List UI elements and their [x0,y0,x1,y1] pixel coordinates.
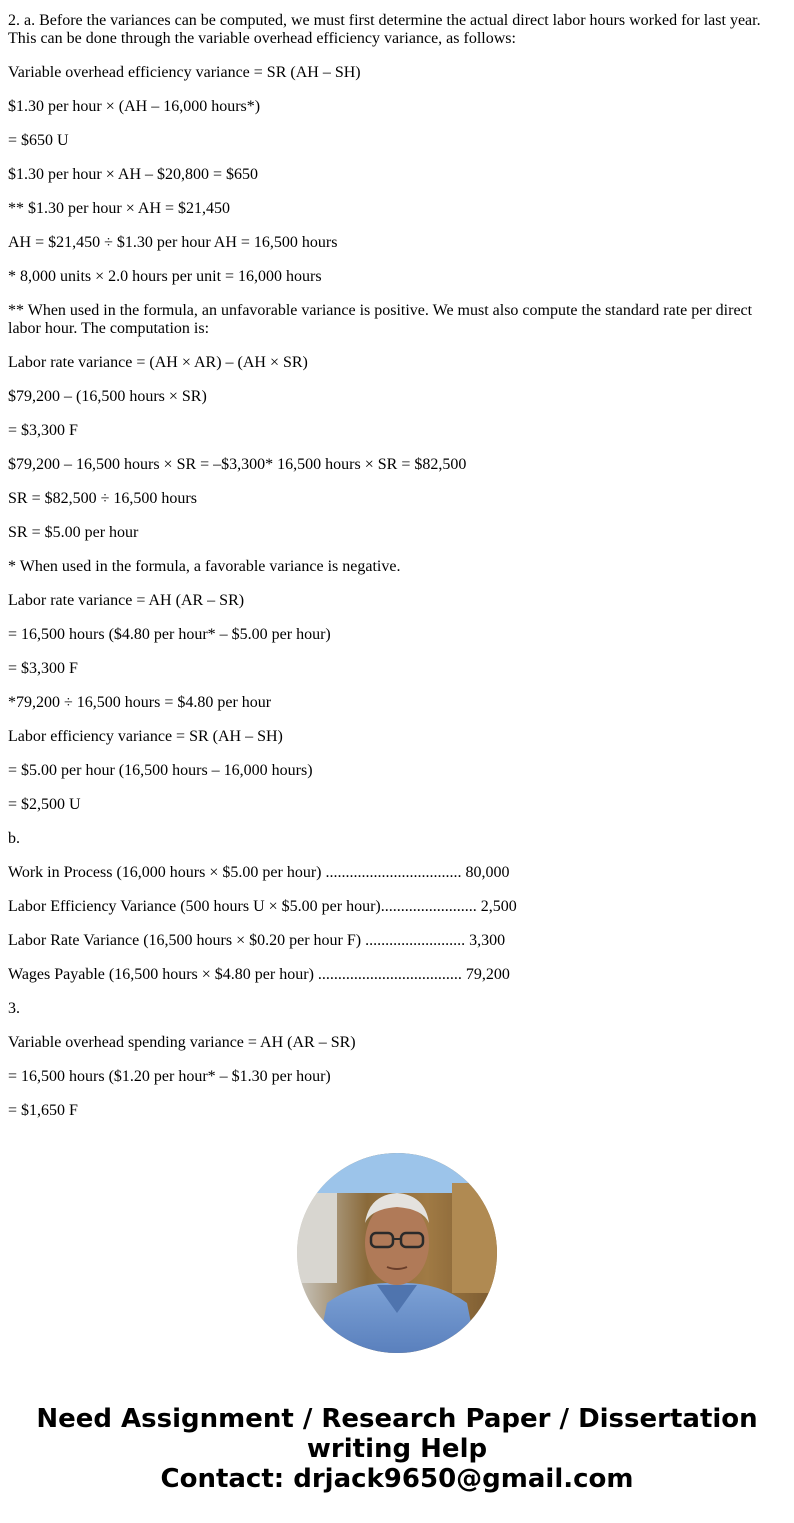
text-line: ** $1.30 per hour × AH = $21,450 [8,200,231,217]
text-line: = $5.00 per hour (16,500 hours – 16,000 hours) [8,762,313,779]
text-line: 3. [8,1000,20,1017]
text-line: Variable overhead spending variance = AH (AR – SR) [8,1034,356,1051]
text-line: = $3,300 F [8,422,78,439]
text-line: Work in Process (16,000 hours × $5.00 per hour) .................................. 80,000 [8,864,510,881]
text-line: $79,200 – 16,500 hours × SR = –$3,300* 16,500 hours × SR = $82,500 [8,456,467,473]
text-line: = $1,650 F [8,1102,78,1119]
text-line: = 16,500 hours ($4.80 per hour* – $5.00 per hour) [8,626,331,643]
text-line: = $3,300 F [8,660,78,677]
text-line: = $2,500 U [8,796,81,813]
text-line: *79,200 ÷ 16,500 hours = $4.80 per hour [8,694,272,711]
text-line: 2. a. Before the variances can be computed, we must first determine the actual direct labor hours worked for last year. This can be done through the variable overhead efficiency variance, as follows: [8,12,761,47]
solution-text [8,12,778,1136]
text-line: AH = $21,450 ÷ $1.30 per hour AH = 16,500 hours [8,234,338,251]
footer-line-2: writing Help [306,1434,488,1464]
author-avatar [297,1153,497,1353]
text-line: Labor rate variance = (AH × AR) – (AH × SR) [8,354,308,371]
text-line: = $650 U [8,132,69,149]
text-line: Labor Rate Variance (16,500 hours × $0.20 per hour F) ......................... 3,300 [8,932,506,949]
text-line: Wages Payable (16,500 hours × $4.80 per hour) .................................... 79,200 [8,966,510,983]
text-line: * When used in the formula, a favorable variance is negative. [8,558,401,575]
contact-footer [0,1404,794,1494]
text-line: Labor Efficiency Variance (500 hours U × $5.00 per hour)........................ 2,500 [8,898,517,915]
author-photo [297,1153,497,1353]
footer-contact: Contact: drjack9650@gmail.com [160,1464,634,1494]
text-line: Labor efficiency variance = SR (AH – SH) [8,728,283,745]
text-line: b. [8,830,20,847]
text-line: = 16,500 hours ($1.20 per hour* – $1.30 per hour) [8,1068,331,1085]
text-line: Variable overhead efficiency variance = SR (AH – SH) [8,64,361,81]
text-line: SR = $5.00 per hour [8,524,139,541]
text-line: ** When used in the formula, an unfavorable variance is positive. We must also compute the standard rate per direct labor hour. The computation is: [8,302,753,337]
text-line: SR = $82,500 ÷ 16,500 hours [8,490,197,507]
text-line: $1.30 per hour × AH – $20,800 = $650 [8,166,259,183]
text-line: Labor rate variance = AH (AR – SR) [8,592,245,609]
footer-line-1: Need Assignment / Research Paper / Dissertation [36,1404,758,1434]
text-line: $79,200 – (16,500 hours × SR) [8,388,207,405]
text-line: * 8,000 units × 2.0 hours per unit = 16,000 hours [8,268,322,285]
text-line: $1.30 per hour × (AH – 16,000 hours*) [8,98,261,115]
